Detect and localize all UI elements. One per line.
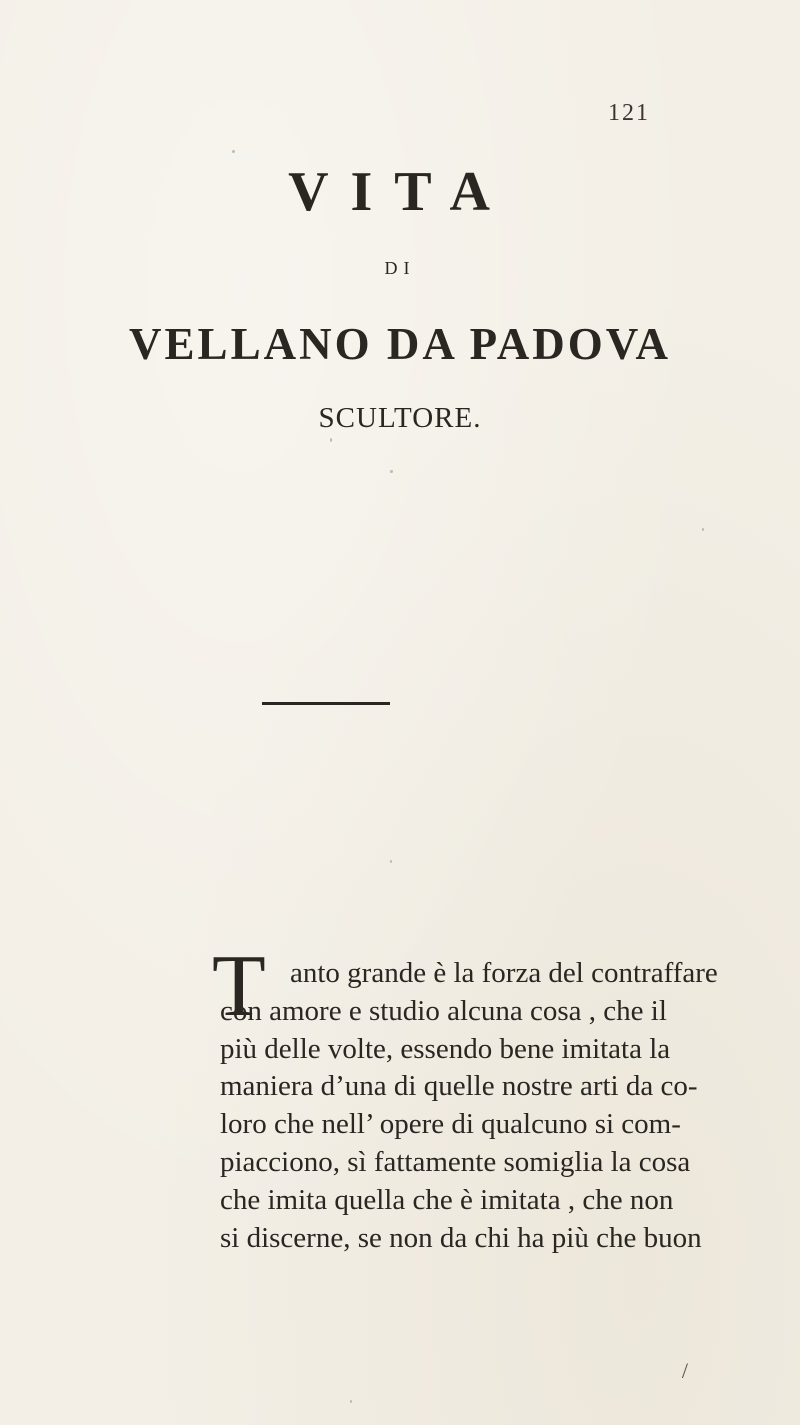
text-line-6: piacciono, sì fattamente somiglia la cosa [220, 1145, 691, 1178]
text-line-4: maniera d’una di quelle nostre arti da co- [220, 1070, 698, 1103]
title-preposition: DI [384, 258, 416, 278]
text-line-7: che imita quella che è imitata , che non [220, 1183, 674, 1216]
stray-mark: / [681, 1358, 688, 1383]
text-line-3: più delle volte, essendo bene imitata la [220, 1032, 671, 1065]
text-line-8: si discerne, se non da chi ha più che buon [220, 1221, 702, 1254]
paper-speck [702, 528, 704, 531]
ornamental-rule [262, 702, 390, 705]
paper-speck [350, 1400, 352, 1403]
paper-speck [390, 470, 393, 473]
page-number: 121 [608, 100, 650, 126]
text-line-2: con amore e studio alcuna cosa , che il [220, 994, 667, 1027]
drop-cap: T [212, 938, 266, 1035]
chapter-title: VITA [288, 161, 512, 223]
text-line-5: loro che nell’ opere di qualcuno si com- [220, 1108, 681, 1141]
text-line-content: anto grande è la forza del contraffare [290, 957, 718, 989]
subject-profession: SCULTORE. [318, 402, 482, 434]
paper-speck [390, 860, 392, 863]
body-paragraph [212, 938, 718, 1257]
paper-speck [232, 150, 235, 153]
paper-speck [330, 438, 332, 442]
subject-name: VELLANO DA PADOVA [129, 319, 671, 369]
